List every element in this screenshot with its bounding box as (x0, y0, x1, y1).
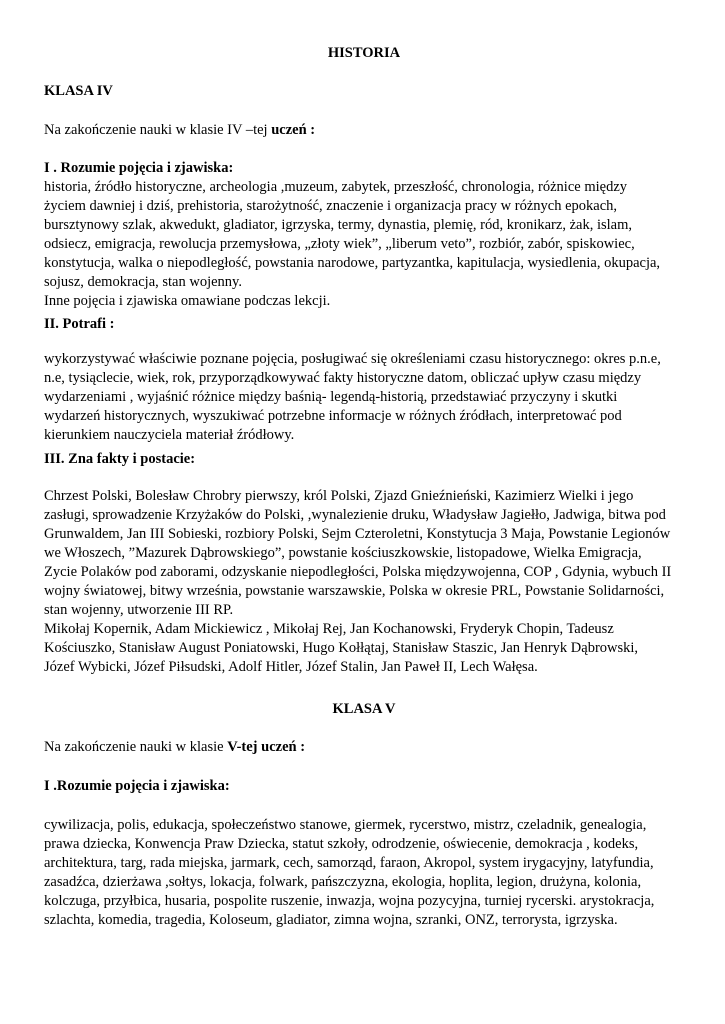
paragraph-line: bursztynowy szlak, akwedukt, gladiator, igrzyska, termy, dynastia, plemię, ród, kronikarz, żak, islam, (44, 217, 632, 233)
paragraph-line: n.e, tysiąclecie, wiek, rok, przyporządkowywać fakty historyczne datom, obliczać upływ czasu między (44, 370, 642, 386)
class-5-section-1-heading: I .Rozumie pojęcia i zjawiska: (44, 778, 230, 794)
class-5-section-1-body (44, 816, 684, 930)
paragraph-line: stan wojenny, utworzenie III RP. (44, 602, 234, 618)
paragraph-line: kierunkiem nauczyciela materiał źródłowy. (44, 427, 295, 443)
paragraph-line: zasługi, sprowadzenie Krzyżaków do Polski, ,wynalezienie druku, Władysław Jagiełło, Jadwiga, bitwa pod (44, 507, 666, 523)
paragraph-line: Zycie Polaków pod zaborami, odzyskanie niepodległości, Polska międzywojenna, COP , Gdynia, wybuch II (44, 564, 672, 580)
paragraph-line: wydarzeń historycznych, wyszukiwać potrzebne informacje w różnych źródłach, interpretować pod (44, 408, 622, 424)
paragraph-line: prawa dziecka, Konwencja Praw Dziecka, statut szkoły, odrodzenie, oświecenie, demokracja , kodeks, (44, 836, 639, 852)
paragraph-line: Kościuszko, Stanisław August Poniatowski, Hugo Kołłątaj, Stanisław Staszic, Jan Henryk Dąbrowski, (44, 640, 639, 656)
paragraph-line: historia, źródło historyczne, archeologia ,muzeum, zabytek, przeszłość, chronologia, różnice między (44, 179, 628, 195)
paragraph-line: Inne pojęcia i zjawiska omawiane podczas lekcji. (44, 293, 331, 309)
paragraph-line: we Włoszech, ”Mazurek Dąbrowskiego”, powstanie kościuszkowskie, listopadowe, Wielka Emigracja, (44, 545, 642, 561)
paragraph-line: Mikołaj Kopernik, Adam Mickiewicz , Mikołaj Rej, Jan Kochanowski, Fryderyk Chopin, Tadeusz (44, 621, 614, 637)
class-4-intro (44, 121, 684, 140)
class-5-heading: KLASA V (332, 701, 396, 717)
paragraph-line: cywilizacja, polis, edukacja, społeczeństwo stanowe, giermek, rycerstwo, mistrz, czeladnik, genealogia, (44, 817, 647, 833)
paragraph-line: architektura, targ, rada miejska, jarmark, cech, samorząd, faraon, Akropol, system irygacyjny, latyfundia, (44, 855, 654, 871)
paragraph-line: konstytucja, walka o niepodległość, powstania narodowe, partyzantka, kapitulacja, wysiedlenia, okupacja, (44, 255, 661, 271)
paragraph-line: Grunwaldem, Jan III Sobieski, rozbiory Polski, Sejm Czteroletni, Konstytucja 3 Maja, Powstanie Legionów (44, 526, 671, 542)
class-4-section-2-body (44, 350, 684, 445)
class-4-intro-text: Na zakończenie nauki w klasie IV –tej (44, 122, 272, 138)
paragraph-line: Józef Wybicki, Józef Piłsudski, Adolf Hitler, Józef Stalin, Jan Paweł II, Lech Wałęsa. (44, 659, 538, 675)
paragraph-line: szlachta, komedia, tragedia, Koloseum, gladiator, zimna wojna, szranki, ONZ, terrorysta, igrzyska. (44, 912, 618, 928)
paragraph-line: zasadźca, dzierżawa ,sołtys, lokacja, folwark, pańszczyzna, ekologia, hoplita, legion, drużyna, kolonia, (44, 874, 642, 890)
class-4-section-3-body (44, 487, 684, 677)
class-4-heading: KLASA IV (44, 83, 113, 99)
paragraph-line: sojusz, demokracja, stan wojenny. (44, 274, 242, 290)
paragraph-line: odsiecz, emigracja, rewolucja przemysłowa, „złoty wiek”, „liberum veto”, rozbiór, zabór, spiskowiec, (44, 236, 635, 252)
class-4-section-1-body (44, 178, 684, 311)
class-5-intro-bold: V-tej uczeń : (227, 739, 306, 755)
paragraph-line: kolczuga, przyłbica, husaria, pospolite ruszenie, inwazja, wojna pozycyjna, turniej rycerski. arystokracja, (44, 893, 655, 909)
class-5-intro (44, 738, 684, 757)
paragraph-line: życiem dawniej i dziś, prehistoria, starożytność, znaczenie i organizacja pracy w różnych epokach, (44, 198, 618, 214)
paragraph-line: wojny światowej, bitwy września, powstanie warszawskie, Polska w okresie PRL, Powstanie Solidarności, (44, 583, 665, 599)
class-4-section-2-heading: II. Potrafi : (44, 316, 115, 332)
paragraph-line: wydarzeniami , wyjaśnić różnice między baśnią- legendą-historią, przedstawiać przyczyny i skutki (44, 389, 618, 405)
paragraph-line: Chrzest Polski, Bolesław Chrobry pierwszy, król Polski, Zjazd Gnieźnieński, Kazimierz Wielki i jego (44, 488, 634, 504)
class-4-section-3-heading: III. Zna fakty i postacie: (44, 451, 196, 467)
class-4-section-1-heading: I . Rozumie pojęcia i zjawiska: (44, 160, 234, 176)
document-title: HISTORIA (327, 45, 401, 61)
paragraph-line: wykorzystywać właściwie poznane pojęcia, posługiwać się określeniami czasu historycznego: okres p.n.e, (44, 351, 661, 367)
class-5-intro-text: Na zakończenie nauki w klasie (44, 739, 228, 755)
class-4-intro-bold: uczeń : (271, 122, 316, 138)
